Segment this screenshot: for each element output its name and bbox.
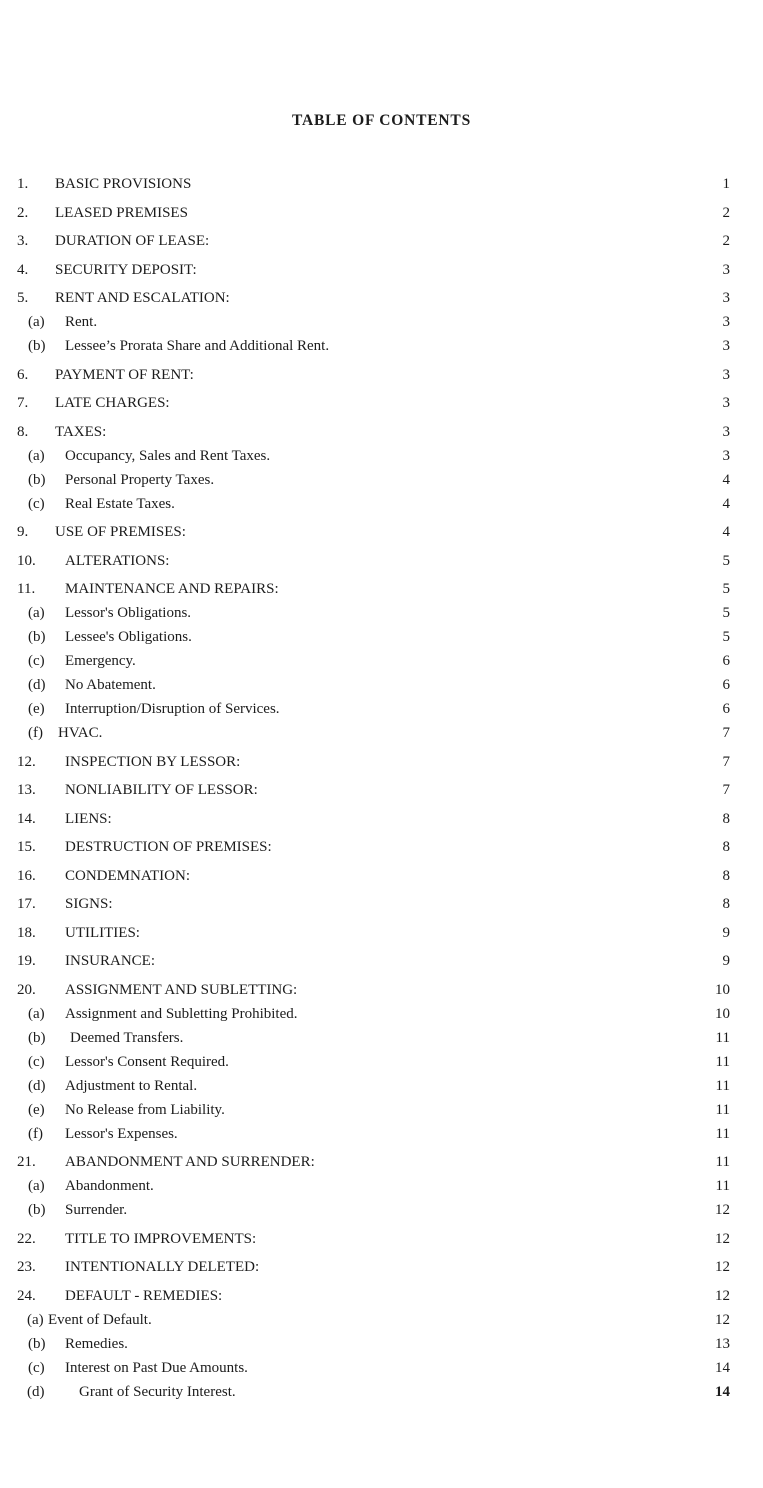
toc-entry — [0, 258, 763, 282]
toc-entry — [0, 1332, 763, 1356]
toc-entry — [0, 492, 763, 516]
entry-number: 3. — [17, 233, 29, 249]
entry-number: 1. — [17, 176, 29, 192]
entry-title: Interest on Past Due Amounts. — [65, 1359, 248, 1376]
toc-entry — [0, 363, 763, 387]
entry-number: (b) — [28, 338, 46, 354]
entry-page-number: 11 — [715, 1178, 730, 1194]
entry-number: 22. — [17, 1230, 36, 1247]
toc-entry — [0, 201, 763, 225]
toc-entry — [0, 1122, 763, 1146]
entry-title: INSPECTION BY LESSOR: — [65, 753, 241, 770]
toc-entry — [0, 1098, 763, 1122]
entry-title: No Release from Liability. — [65, 1101, 225, 1118]
entry-title: ALTERATIONS: — [65, 552, 170, 569]
entry-number: 23. — [17, 1259, 36, 1275]
entry-number: (b) — [28, 1202, 46, 1218]
entry-number: (e) — [28, 1101, 45, 1118]
toc-entry — [0, 697, 763, 721]
entry-title: Surrender. — [65, 1202, 128, 1218]
entry-title: Adjustment to Rental. — [65, 1077, 198, 1094]
entry-number: 6. — [17, 366, 29, 383]
entry-number: (e) — [28, 701, 45, 717]
toc-entry — [0, 1380, 763, 1404]
entry-page-number: 5 — [722, 552, 730, 569]
entry-page-number: 14 — [715, 1359, 730, 1376]
entry-page-number: 5 — [722, 605, 730, 621]
entry-number: 12. — [17, 753, 36, 770]
entry-title: DESTRUCTION OF PREMISES: — [65, 839, 272, 855]
entry-title: Interruption/Disruption of Services. — [65, 701, 280, 717]
entry-number: 2. — [17, 204, 29, 221]
entry-page-number: 6 — [722, 701, 730, 717]
toc-entry — [0, 1198, 763, 1222]
toc-entry — [0, 444, 763, 468]
entry-number: (c) — [28, 653, 45, 669]
entry-page-number: 11 — [715, 1125, 730, 1142]
toc-entry — [0, 892, 763, 916]
entry-page-number: 12 — [715, 1259, 730, 1275]
entry-number: (a) — [28, 447, 45, 464]
toc-entry — [0, 334, 763, 358]
entry-title: USE OF PREMISES: — [55, 524, 186, 540]
toc-entry — [0, 420, 763, 444]
entry-page-number: 9 — [722, 953, 730, 969]
entry-title: LIENS: — [65, 810, 112, 827]
entry-number: (d) — [28, 1077, 46, 1094]
entry-title: NONLIABILITY OF LESSOR: — [65, 782, 258, 798]
toc-entry — [0, 673, 763, 697]
entry-page-number: 5 — [722, 629, 730, 645]
toc-entry — [0, 1284, 763, 1308]
entry-page-number: 9 — [722, 924, 730, 941]
entry-page-number: 13 — [715, 1335, 730, 1352]
entry-page-number: 11 — [715, 1077, 730, 1094]
entry-title: Assignment and Subletting Prohibited. — [65, 1005, 298, 1022]
entry-number: (a) — [28, 1005, 45, 1022]
entry-title: Occupancy, Sales and Rent Taxes. — [65, 447, 271, 464]
entry-title: Rent. — [65, 314, 98, 330]
entry-title: ABANDONMENT AND SURRENDER: — [65, 1154, 315, 1170]
entry-number: 13. — [17, 782, 36, 798]
entry-number: 15. — [17, 839, 36, 855]
entry-number: (b) — [28, 629, 46, 645]
entry-number: (a) — [27, 1311, 44, 1328]
entry-page-number: 8 — [722, 839, 730, 855]
entry-page-number: 12 — [715, 1287, 730, 1304]
toc-entry — [0, 1174, 763, 1198]
toc-entry — [0, 172, 763, 196]
entry-page-number: 5 — [722, 581, 730, 597]
entry-title: SIGNS: — [65, 896, 113, 912]
entry-title: Emergency. — [65, 653, 136, 669]
entry-page-number: 8 — [722, 810, 730, 827]
toc-entry — [0, 750, 763, 774]
entry-page-number: 3 — [722, 366, 730, 383]
entry-title: TAXES: — [55, 423, 107, 440]
entry-number: (c) — [28, 1359, 45, 1376]
page-title: TABLE OF CONTENTS — [292, 112, 471, 129]
toc-entry — [0, 549, 763, 573]
entry-page-number: 8 — [722, 896, 730, 912]
entry-title: MAINTENANCE AND REPAIRS: — [65, 581, 279, 597]
entry-page-number: 6 — [722, 677, 730, 693]
entry-page-number: 11 — [715, 1101, 730, 1118]
entry-page-number: 1 — [722, 176, 730, 192]
entry-title: RENT AND ESCALATION: — [55, 290, 230, 306]
entry-title: UTILITIES: — [65, 924, 140, 941]
entry-title: Grant of Security Interest. — [79, 1383, 236, 1400]
entry-title: ASSIGNMENT AND SUBLETTING: — [65, 981, 298, 998]
toc-entry — [0, 949, 763, 973]
entry-page-number: 3 — [722, 314, 730, 330]
entry-number: 19. — [17, 953, 36, 969]
toc-entry — [0, 1308, 763, 1332]
entry-number: 16. — [17, 867, 36, 884]
entry-title: Lessor's Consent Required. — [65, 1053, 229, 1070]
toc-entry — [0, 978, 763, 1002]
entry-title: SECURITY DEPOSIT: — [55, 261, 197, 278]
toc-entry — [0, 1074, 763, 1098]
entry-number: 11. — [17, 581, 36, 597]
toc-entry — [0, 921, 763, 945]
toc-entry — [0, 778, 763, 802]
toc-entry — [0, 1050, 763, 1074]
table-of-contents — [0, 172, 763, 1404]
toc-entry — [0, 601, 763, 625]
entry-title: TITLE TO IMPROVEMENTS: — [65, 1230, 257, 1247]
entry-page-number: 3 — [722, 261, 730, 278]
entry-page-number: 7 — [722, 782, 730, 798]
toc-entry — [0, 1255, 763, 1279]
entry-number: (a) — [28, 1178, 45, 1194]
entry-title: DURATION OF LEASE: — [55, 233, 210, 249]
toc-entry — [0, 1356, 763, 1380]
entry-title: INSURANCE: — [65, 953, 156, 969]
entry-number: (d) — [28, 677, 46, 693]
toc-entry — [0, 391, 763, 415]
entry-number: (a) — [28, 314, 45, 330]
entry-page-number: 11 — [715, 1053, 730, 1070]
toc-entry — [0, 1026, 763, 1050]
entry-number: (a) — [28, 605, 45, 621]
entry-number: 14. — [17, 810, 36, 827]
entry-page-number: 11 — [715, 1029, 730, 1046]
entry-page-number: 2 — [722, 233, 730, 249]
toc-entry — [0, 835, 763, 859]
entry-number: 5. — [17, 290, 29, 306]
entry-title: DEFAULT - REMEDIES: — [65, 1287, 223, 1304]
entry-number: 24. — [17, 1287, 36, 1304]
entry-page-number: 7 — [722, 725, 730, 741]
entry-title: PAYMENT OF RENT: — [55, 366, 194, 383]
entry-page-number: 3 — [722, 290, 730, 306]
entry-title: HVAC. — [58, 725, 103, 741]
entry-page-number: 6 — [722, 653, 730, 669]
entry-page-number: 8 — [722, 867, 730, 884]
entry-number: 4. — [17, 261, 29, 278]
entry-page-number: 10 — [715, 981, 730, 998]
entry-number: (d) — [27, 1383, 45, 1400]
entry-page-number: 3 — [722, 395, 730, 411]
entry-title: LATE CHARGES: — [55, 395, 170, 411]
toc-entry — [0, 520, 763, 544]
toc-entry — [0, 721, 763, 745]
entry-page-number: 2 — [722, 204, 730, 221]
entry-title: Lessee’s Prorata Share and Additional Rent. — [65, 338, 330, 354]
entry-page-number: 12 — [715, 1230, 730, 1247]
entry-page-number: 7 — [722, 753, 730, 770]
entry-title: No Abatement. — [65, 677, 156, 693]
entry-title: CONDEMNATION: — [65, 867, 190, 884]
entry-number: (c) — [28, 495, 45, 512]
entry-page-number: 10 — [715, 1005, 730, 1022]
entry-number: 10. — [17, 552, 36, 569]
toc-entry — [0, 468, 763, 492]
entry-number: 18. — [17, 924, 36, 941]
entry-title: Lessee's Obligations. — [65, 629, 192, 645]
entry-title: LEASED PREMISES — [55, 204, 188, 221]
entry-number: (f) — [28, 1125, 43, 1142]
entry-number: (f) — [28, 725, 43, 741]
entry-title: Real Estate Taxes. — [65, 495, 175, 512]
entry-number: 20. — [17, 981, 36, 998]
entry-number: 9. — [17, 524, 29, 540]
entry-number: (b) — [28, 1335, 46, 1352]
entry-number: 8. — [17, 423, 29, 440]
toc-entry — [0, 577, 763, 601]
entry-title: Event of Default. — [48, 1311, 152, 1328]
entry-page-number: 4 — [722, 495, 730, 512]
entry-page-number: 3 — [722, 423, 730, 440]
entry-title: Lessor's Expenses. — [65, 1125, 178, 1142]
toc-entry — [0, 625, 763, 649]
toc-entry — [0, 864, 763, 888]
entry-number: 21. — [17, 1154, 36, 1170]
entry-page-number: 4 — [722, 471, 730, 488]
entry-page-number: 3 — [722, 447, 730, 464]
entry-title: Abandonment. — [65, 1178, 154, 1194]
entry-number: (c) — [28, 1053, 45, 1070]
toc-entry — [0, 229, 763, 253]
toc-entry — [0, 1002, 763, 1026]
toc-entry — [0, 649, 763, 673]
toc-entry — [0, 286, 763, 310]
entry-page-number: 12 — [715, 1311, 730, 1328]
toc-entry — [0, 807, 763, 831]
entry-title: BASIC PROVISIONS — [55, 176, 192, 192]
entry-page-number: 12 — [715, 1202, 730, 1218]
entry-title: Deemed Transfers. — [70, 1029, 184, 1046]
entry-title: INTENTIONALLY DELETED: — [65, 1259, 260, 1275]
entry-title: Personal Property Taxes. — [65, 471, 215, 488]
toc-entry — [0, 310, 763, 334]
entry-number: (b) — [28, 471, 46, 488]
entry-page-number: 4 — [722, 524, 730, 540]
entry-title: Lessor's Obligations. — [65, 605, 192, 621]
entry-title: Remedies. — [65, 1335, 128, 1352]
toc-entry — [0, 1227, 763, 1251]
entry-page-number: 3 — [722, 338, 730, 354]
toc-entry — [0, 1150, 763, 1174]
entry-number: 17. — [17, 896, 36, 912]
entry-number: 7. — [17, 395, 29, 411]
entry-number: (b) — [28, 1029, 46, 1046]
entry-page-number: 14 — [715, 1383, 730, 1400]
entry-page-number: 11 — [715, 1154, 730, 1170]
